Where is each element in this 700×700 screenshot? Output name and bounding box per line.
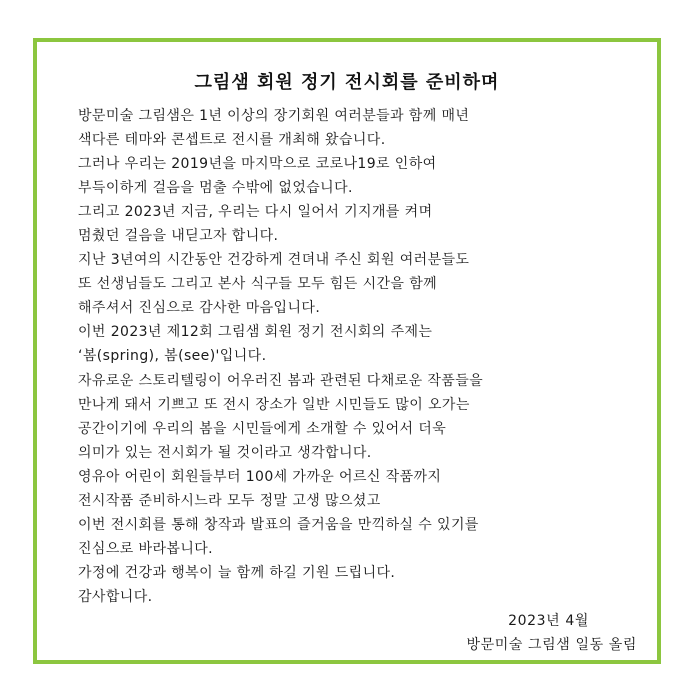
letter-line: 전시작품 준비하시느라 모두 정말 고생 많으셨고	[78, 492, 381, 509]
letter-line: 또 선생님들도 그리고 본사 식구들 모두 힘든 시간을 함께	[78, 276, 438, 293]
letter-line: 부득이하게 걸음을 멈출 수밖에 없었습니다.	[78, 180, 353, 197]
letter-line: 지난 3년여의 시간동안 건강하게 견뎌내 주신 회원 여러분들도	[78, 252, 470, 269]
letter-line: 그리고 2023년 지금, 우리는 다시 일어서 기지개를 켜며	[78, 204, 433, 221]
letter-line: 이번 전시회를 통해 창작과 발표의 즐거움을 만끽하실 수 있기를	[78, 516, 479, 533]
letter-line: 영유아 어린이 회원들부터 100세 가까운 어르신 작품까지	[78, 468, 442, 485]
letter-line: 자유로운 스토리텔링이 어우러진 봄과 관련된 다채로운 작품들을	[78, 372, 484, 389]
letter-line: 진심으로 바라봅니다.	[78, 540, 214, 557]
letter-line: 감사합니다.	[78, 588, 153, 605]
letter-line: 공간이기에 우리의 봄을 시민들에게 소개할 수 있어서 더욱	[78, 420, 447, 437]
letter-line: 색다른 테마와 콘셉트로 전시를 개최해 왔습니다.	[78, 132, 386, 149]
letter-line: 방문미술 그림샘은 1년 이상의 장기회원 여러분들과 함께 매년	[78, 108, 470, 124]
letter-line: 해주셔서 진심으로 감사한 마음입니다.	[78, 300, 321, 317]
letter-line: ‘봄(spring), 봄(see)'입니다.	[78, 348, 267, 365]
letter-line: 멈췄던 걸음을 내딛고자 합니다.	[78, 228, 279, 245]
letter-line: 가정에 건강과 행복이 늘 함께 하길 기원 드립니다.	[78, 564, 396, 581]
letter-frame	[33, 38, 661, 664]
letter-date: 2023년 4월	[508, 613, 589, 629]
letter-line: 의미가 있는 전시회가 될 것이라고 생각합니다.	[78, 444, 372, 461]
letter-body	[78, 104, 648, 609]
letter-title: 그림샘 회원 정기 전시회를 준비하며	[194, 72, 500, 93]
letter-signature: 방문미술 그림샘 일동 올림	[466, 637, 637, 653]
letter-line: 만나게 돼서 기쁘고 또 전시 장소가 일반 시민들도 많이 오가는	[78, 396, 470, 413]
letter-line: 그러나 우리는 2019년을 마지막으로 코로나19로 인하여	[78, 156, 437, 173]
letter-line: 이번 2023년 제12회 그림샘 회원 정기 전시회의 주제는	[78, 324, 433, 341]
